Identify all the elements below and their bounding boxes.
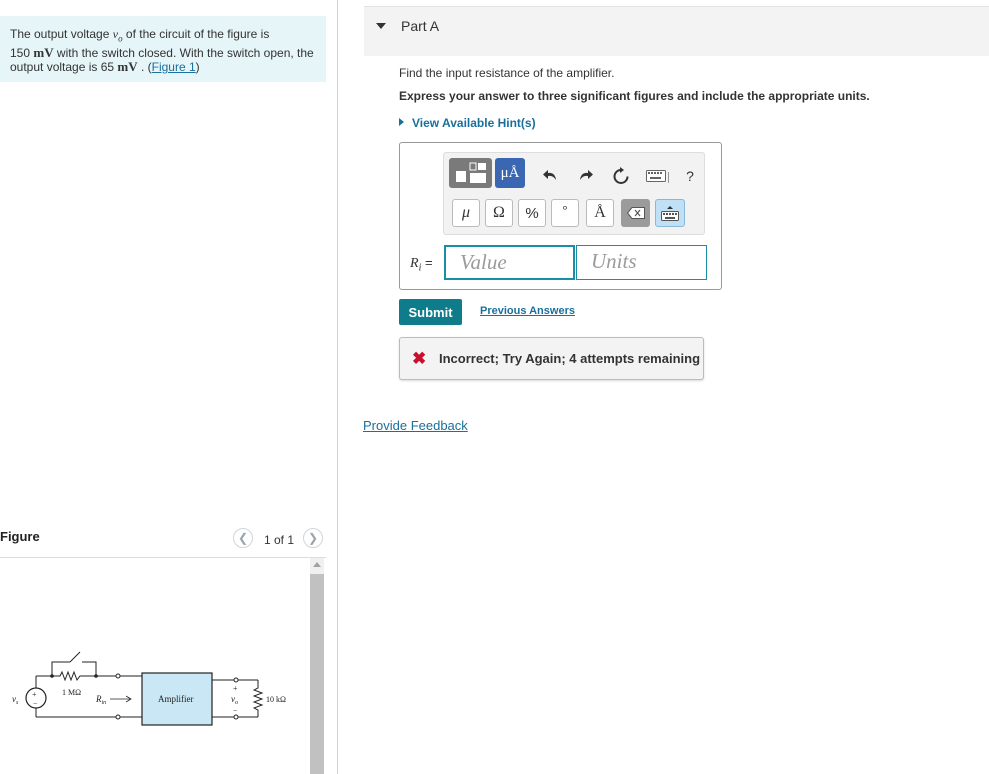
column-divider (337, 0, 338, 774)
load-label: 10 kΩ (266, 695, 286, 704)
submit-button[interactable]: Submit (399, 299, 462, 325)
answer-variable-label: $R_i$ = (410, 255, 433, 274)
load-resistor (254, 680, 262, 717)
mu-button[interactable]: μ (452, 199, 480, 227)
units-input[interactable]: Units (576, 245, 707, 280)
problem-text: . ( (137, 60, 152, 75)
value-input[interactable]: Value (444, 245, 575, 280)
keyboard-icon[interactable] (645, 169, 667, 183)
units-button[interactable]: μÅ (495, 158, 525, 188)
closed-unit: mV (33, 44, 54, 60)
source-label: $v_s$ (12, 694, 19, 706)
problem-text: with the switch closed. With the switch open, the output voltage is 65 (10, 45, 314, 75)
open-unit: mV (117, 59, 138, 75)
redo-icon[interactable] (576, 165, 596, 185)
instruction-text: Express your answer to three significant figures and include the appropriate units. (399, 89, 870, 103)
svg-text:−: − (233, 706, 238, 715)
templates-icon (454, 162, 488, 184)
resistor-1m (52, 672, 96, 680)
svg-text:+: + (233, 684, 238, 693)
equation-toolbar (443, 152, 705, 235)
help-icon[interactable]: ? (686, 168, 694, 184)
feedback-message (399, 337, 704, 380)
previous-answers-link[interactable]: Previous Answers (480, 305, 575, 317)
amplifier-label: Amplifier (158, 694, 194, 704)
keyboard-up-icon (661, 205, 679, 221)
backspace-button[interactable] (621, 199, 650, 227)
problem-text: The output voltage (10, 27, 113, 41)
figure-title: Figure (0, 529, 40, 544)
circuit-diagram (0, 640, 300, 750)
omega-button[interactable]: Ω (485, 199, 513, 227)
collapse-caret-icon[interactable] (376, 23, 386, 29)
reset-icon[interactable] (610, 165, 632, 187)
svg-text:−: − (33, 699, 38, 708)
feedback-text: Incorrect; Try Again; 4 attempts remaining (439, 351, 701, 366)
problem-statement: The output voltage $v_o$ of the circuit of the figure is 150 mV with the switch closed. With the switch open, the output voltage is 65 mV . (Figure 1) (0, 16, 326, 82)
figure-link[interactable]: Figure 1 (151, 60, 196, 75)
undo-icon[interactable] (540, 165, 560, 185)
part-header[interactable] (364, 6, 989, 56)
problem-text: of the circuit of the figure is (122, 27, 270, 41)
degree-button[interactable]: ° (551, 199, 579, 227)
view-hints-link[interactable]: View Available Hint(s) (399, 116, 536, 130)
figure-scrollbar-thumb[interactable] (310, 574, 324, 774)
scroll-up-arrow-icon[interactable] (313, 562, 321, 567)
switch (70, 652, 80, 662)
figure-pagination: 1 of 1 (264, 533, 295, 547)
toolbar-separator (668, 172, 669, 183)
expand-triangle-icon (399, 118, 404, 126)
closed-value: 150 (10, 45, 31, 60)
provide-feedback-link[interactable]: Provide Feedback (363, 418, 468, 433)
part-title: Part A (401, 18, 440, 34)
resistor-label: 1 MΩ (62, 688, 82, 697)
svg-text:+: + (32, 690, 37, 699)
percent-button[interactable]: % (518, 199, 546, 227)
angstrom-button[interactable]: Å (586, 199, 614, 227)
question-text: Find the input resistance of the amplifier. (399, 66, 615, 80)
vo-label: $v_o$ (231, 694, 238, 706)
keyboard-toggle-button[interactable] (655, 199, 685, 227)
rin-label: $R_{in}$ (96, 694, 107, 706)
next-figure-button[interactable] (303, 528, 323, 548)
templates-button[interactable] (449, 158, 492, 188)
error-x-icon: ✖ (412, 349, 427, 368)
chevron-right-icon: ❯ (307, 531, 319, 545)
vo-symbol: $v_o$ (112, 27, 123, 44)
backspace-icon (627, 207, 645, 219)
chevron-left-icon: ❮ (237, 531, 249, 545)
figure-divider (0, 557, 326, 558)
prev-figure-button[interactable] (233, 528, 253, 548)
